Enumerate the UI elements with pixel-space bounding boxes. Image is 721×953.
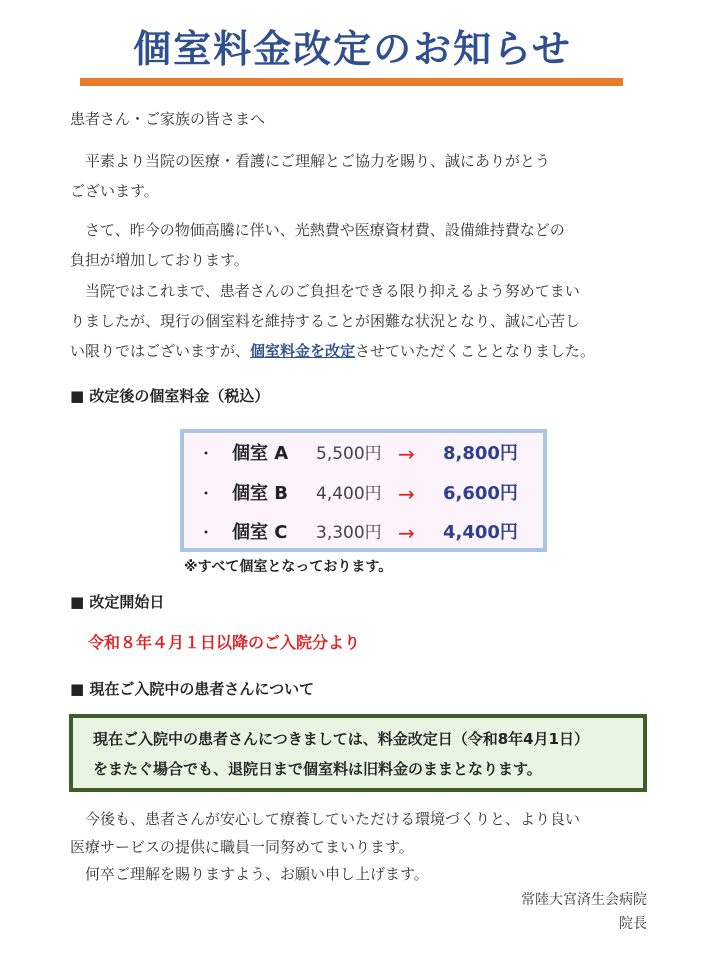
closing-line-2: 医療サービスの提供に職員一同努めてまいります。 — [70, 838, 414, 856]
start-date-text: 令和８年４月１日以降のご入院分より — [88, 633, 361, 652]
bullet: ・ — [198, 484, 215, 503]
paragraph-3-line-1: 当院ではこれまで、患者さんのご負担をできる限り抑えるよう努めてまい — [70, 282, 580, 300]
old-price: 3,300円 — [316, 523, 382, 543]
new-price: 8,800円 — [443, 443, 518, 464]
right-arrow-icon: → — [398, 521, 415, 545]
paragraph-1-line-1: 平素より当院の医療・看護にご理解とご協力を賜り、誠にありがとう — [70, 152, 551, 170]
room-name: 個室 B — [232, 483, 288, 504]
old-price: 4,400円 — [316, 484, 382, 504]
price-table-box — [180, 429, 547, 552]
paragraph-3-line-2: りましたが、現行の個室料を維持することが困難な状況となり、誠に心苦し — [70, 312, 581, 330]
paragraph-3-line-3 — [70, 336, 595, 366]
price-revision-highlight: 個室料金を改定 — [250, 342, 356, 360]
hospital-name: 常陸大宮済生会病院 — [521, 892, 647, 908]
current-patients-box — [69, 714, 647, 792]
section-heading-current-patients: ■ 現在ご入院中の患者さんについて — [70, 680, 315, 698]
paragraph-2-line-2: 負担が増加しております。 — [70, 251, 249, 269]
closing-line-1: 今後も、患者さんが安心して療養していただける環境づくりと、より良い — [70, 810, 581, 828]
right-arrow-icon: → — [398, 442, 415, 466]
bullet: ・ — [198, 523, 215, 542]
room-name: 個室 A — [232, 443, 289, 464]
paragraph-3-line-3-post: させていただくこととなりました。 — [355, 342, 596, 360]
signer-position: 院長 — [619, 916, 647, 932]
paragraph-2-line-1: さて、昨今の物価高騰に伴い、光熱費や医療資材費、設備維持費などの — [70, 221, 565, 239]
price-note: ※すべて個室となっております。 — [184, 559, 393, 575]
page-title: 個室料金改定のお知らせ — [133, 27, 572, 71]
bullet: ・ — [198, 444, 215, 463]
old-price: 5,500円 — [316, 444, 382, 464]
room-name: 個室 C — [232, 522, 288, 543]
current-patients-line-1: 現在ご入院中の患者さんにつきましては、料金改定日（令和8年4月1日） — [93, 730, 590, 748]
section-heading-start-date: ■ 改定開始日 — [70, 593, 165, 611]
current-patients-line-2: をまたぐ場合でも、退院日まで個室料は旧料金のままとなります。 — [93, 760, 542, 778]
paragraph-1-line-2: ございます。 — [70, 182, 159, 200]
new-price: 4,400円 — [443, 522, 518, 543]
greeting: 患者さん・ご家族の皆さまへ — [70, 110, 266, 128]
section-heading-prices: ■ 改定後の個室料金（税込） — [70, 387, 270, 405]
right-arrow-icon: → — [398, 482, 415, 506]
closing-line-3: 何卒ご理解を賜りますよう、お願い申し上げます。 — [70, 865, 429, 883]
paragraph-3-line-3-pre: い限りではございますが、 — [70, 342, 251, 360]
title-underline — [80, 78, 623, 86]
new-price: 6,600円 — [443, 483, 518, 504]
